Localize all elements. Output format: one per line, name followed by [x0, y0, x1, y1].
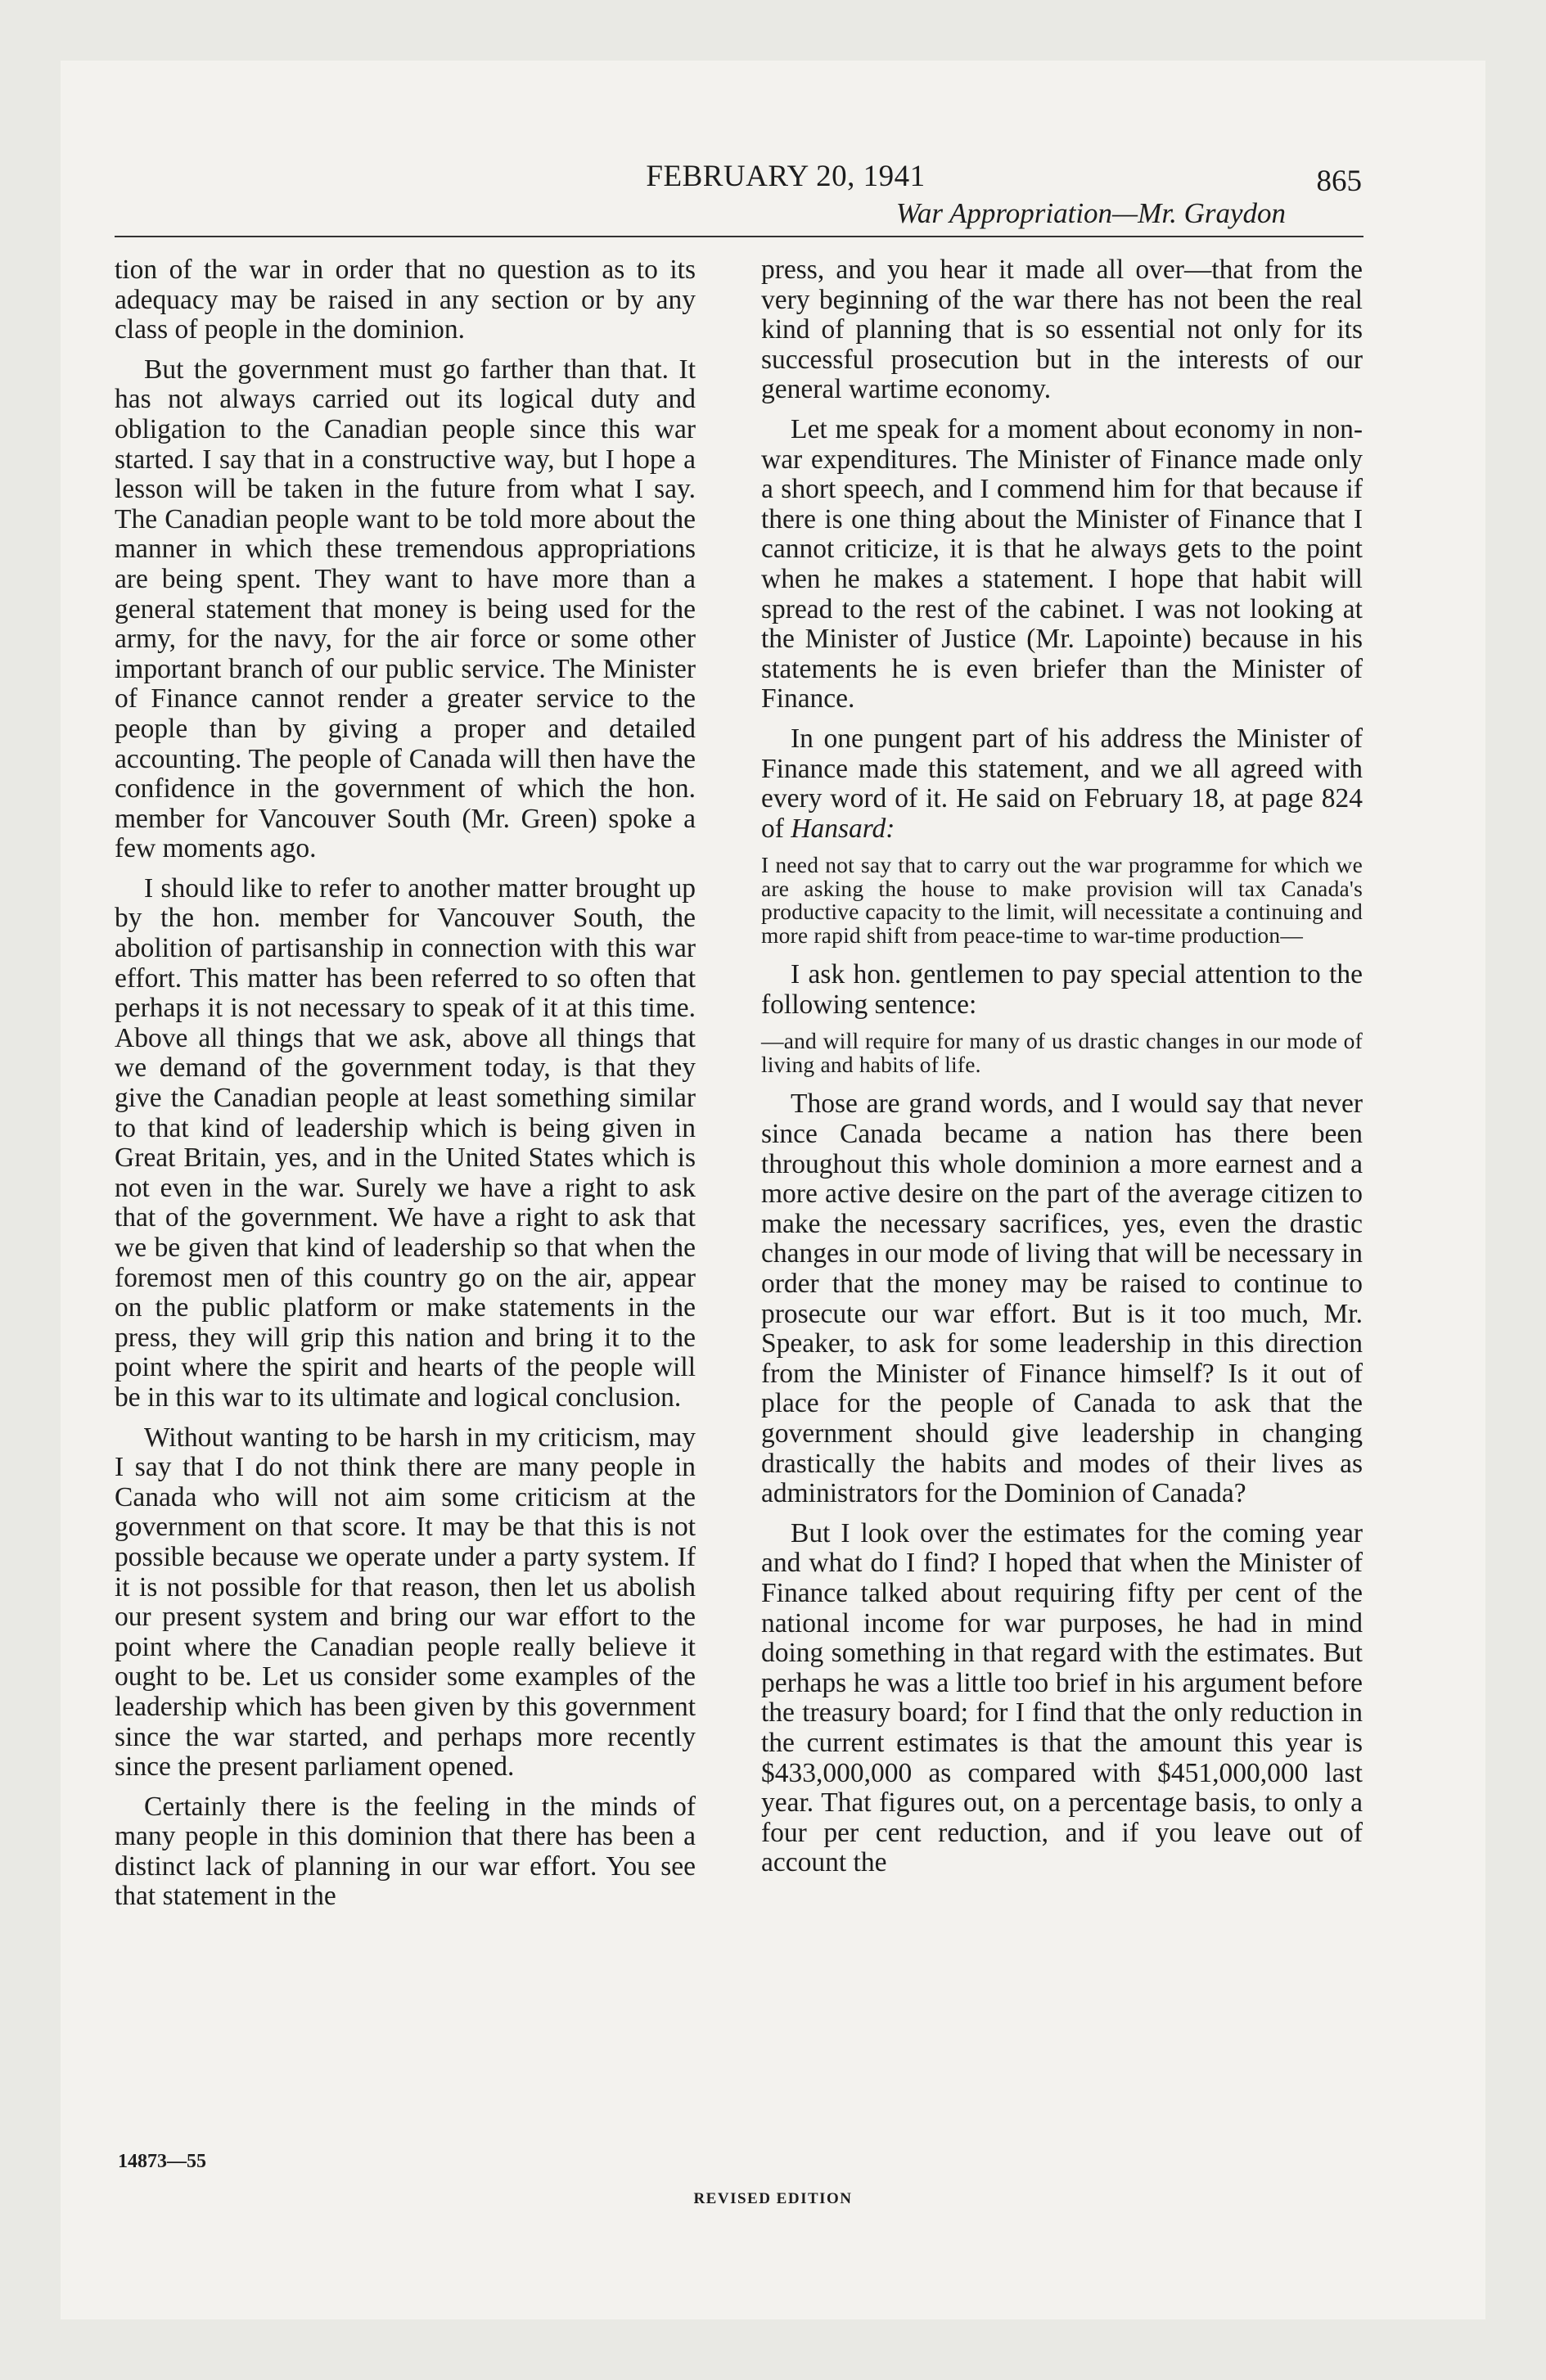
- paragraph: I should like to refer to another matter brought up by the hon. member for Vancouver South, the abolition of partisanship in connection with this war effort. This matter has been referred to so often that perhaps it is not necessary to speak of it at this time. Above all things that we ask, above all things that we demand of the government today, is that they give the Canadian people at least something similar to that kind of leadership which is being given in Great Britain, yes, and in the United States which is not even in the war. Surely we have a right to ask that of the government. We have a right to ask that we be given that kind of leadership so that when the foremost men of this country go on the air, appear on the public platform or make statements in the press, they will grip this nation and bring it to the point where the spirit and hearts of the people will be in this war to its ultimate and logical conclusion.: [115, 872, 696, 1413]
- right-column: [761, 255, 1363, 1888]
- paragraph: Those are grand words, and I would say that never since Canada became a nation has there been throughout this whole dominion a more earnest and a more active desire on the part of the average citizen to make the necessary sacrifices, yes, even the drastic changes in our mode of living that will be necessary in order that the money may be raised to continue to prosecute our war effort. But is it too much, Mr. Speaker, to ask for some leadership in this direction from the Minister of Finance himself? Is it out of place for the people of Canada to ask that the government should give leadership in changing drastically the habits and modes of their lives as administrators for the Dominion of Canada?: [761, 1089, 1363, 1509]
- paragraph: tion of the war in order that no question as to its adequacy may be raised in any section or by any class of people in the dominion.: [115, 255, 696, 345]
- paragraph: Certainly there is the feeling in the minds of many people in this dominion that there has been a distinct lack of planning in our war effort. You see that statement in the: [115, 1791, 696, 1912]
- block-quote: —and will require for many of us drastic changes in our mode of living and habits of life.: [761, 1028, 1363, 1077]
- edition-label: REVISED EDITION: [693, 2190, 853, 2207]
- paragraph: But I look over the estimates for the coming year and what do I find? I hoped that when the Minister of Finance talked about requiring fifty per cent of the national income for war purposes, he had in mind doing something in that regard with the estimates. But perhaps he was a little too brief in his argument before the treasury board; for I find that the only reduction in the current estimates is that the amount this year is $433,000,000 as compared with $451,000,000 last year. That figures out, on a percentage basis, to only a four per cent reduction, and if you leave out of account the: [761, 1517, 1363, 1878]
- paragraph: Let me speak for a moment about economy in non-war expenditures. The Minister of Finance made only a short speech, and I commend him for that because if there is one thing about the Minister of Finance that I cannot criticize, it is that he always gets to the point when he makes a statement. I hope that habit will spread to the rest of the cabinet. I was not looking at the Minister of Justice (Mr. Lapointe) because in his statements he is even briefer than the Minister of Finance.: [761, 413, 1363, 714]
- hansard-reference: Hansard:: [791, 813, 895, 844]
- header-rule: [115, 236, 1363, 237]
- page-number: 865: [1316, 165, 1362, 198]
- header-date: FEBRUARY 20, 1941: [646, 160, 926, 193]
- left-column: [115, 255, 696, 1922]
- paragraph: press, and you hear it made all over—that from the very beginning of the war there has not been the real kind of planning that is so essential not only for its successful prosecution but in the interests of our general wartime economy.: [761, 255, 1363, 405]
- paragraph: [761, 724, 1363, 844]
- block-quote: I need not say that to carry out the war programme for which we are asking the house to make provision will tax Canada's productive capacity to the limit, will necessitate a continuing and more rapid shift from peace-time to war-time production—: [761, 852, 1363, 948]
- paragraph: Without wanting to be harsh in my criticism, may I say that I do not think there are many people in Canada who will not aim some criticism at the government on that score. It may be that this is not possible because we operate under a party system. If it is not possible for that reason, then let us abolish our present system and bring our war effort to the point where the Canadian people really believe it ought to be. Let us consider some examples of the leadership which has been given by this government since the war started, and perhaps more recently since the present parliament opened.: [115, 1422, 696, 1783]
- print-code: 14873—55: [118, 2151, 206, 2172]
- page-header: [115, 97, 1363, 229]
- paragraph-text: In one pungent part of his address the Minister of Finance made this statement, and we all agreed with every word of it. He said on February 18, at page 824 of: [761, 723, 1363, 844]
- header-subject: War Appropriation—Mr. Graydon: [895, 197, 1286, 229]
- paragraph: I ask hon. gentlemen to pay special attention to the following sentence:: [761, 959, 1363, 1020]
- paragraph: But the government must go farther than that. It has not always carried out its logical duty and obligation to the Canadian people since this war started. I say that in a constructive way, but I hope a lesson will be taken in the future from what I say. The Canadian people want to be told more about the manner in which these tremendous appropriations are being spent. They want to have more than a general statement that money is being used for the army, for the navy, for the air force or some other important branch of our public service. The Minister of Finance cannot render a greater service to the people than by giving a proper and detailed accounting. The people of Canada will then have the confidence in the government of which the hon. member for Vancouver South (Mr. Green) spoke a few moments ago.: [115, 354, 696, 864]
